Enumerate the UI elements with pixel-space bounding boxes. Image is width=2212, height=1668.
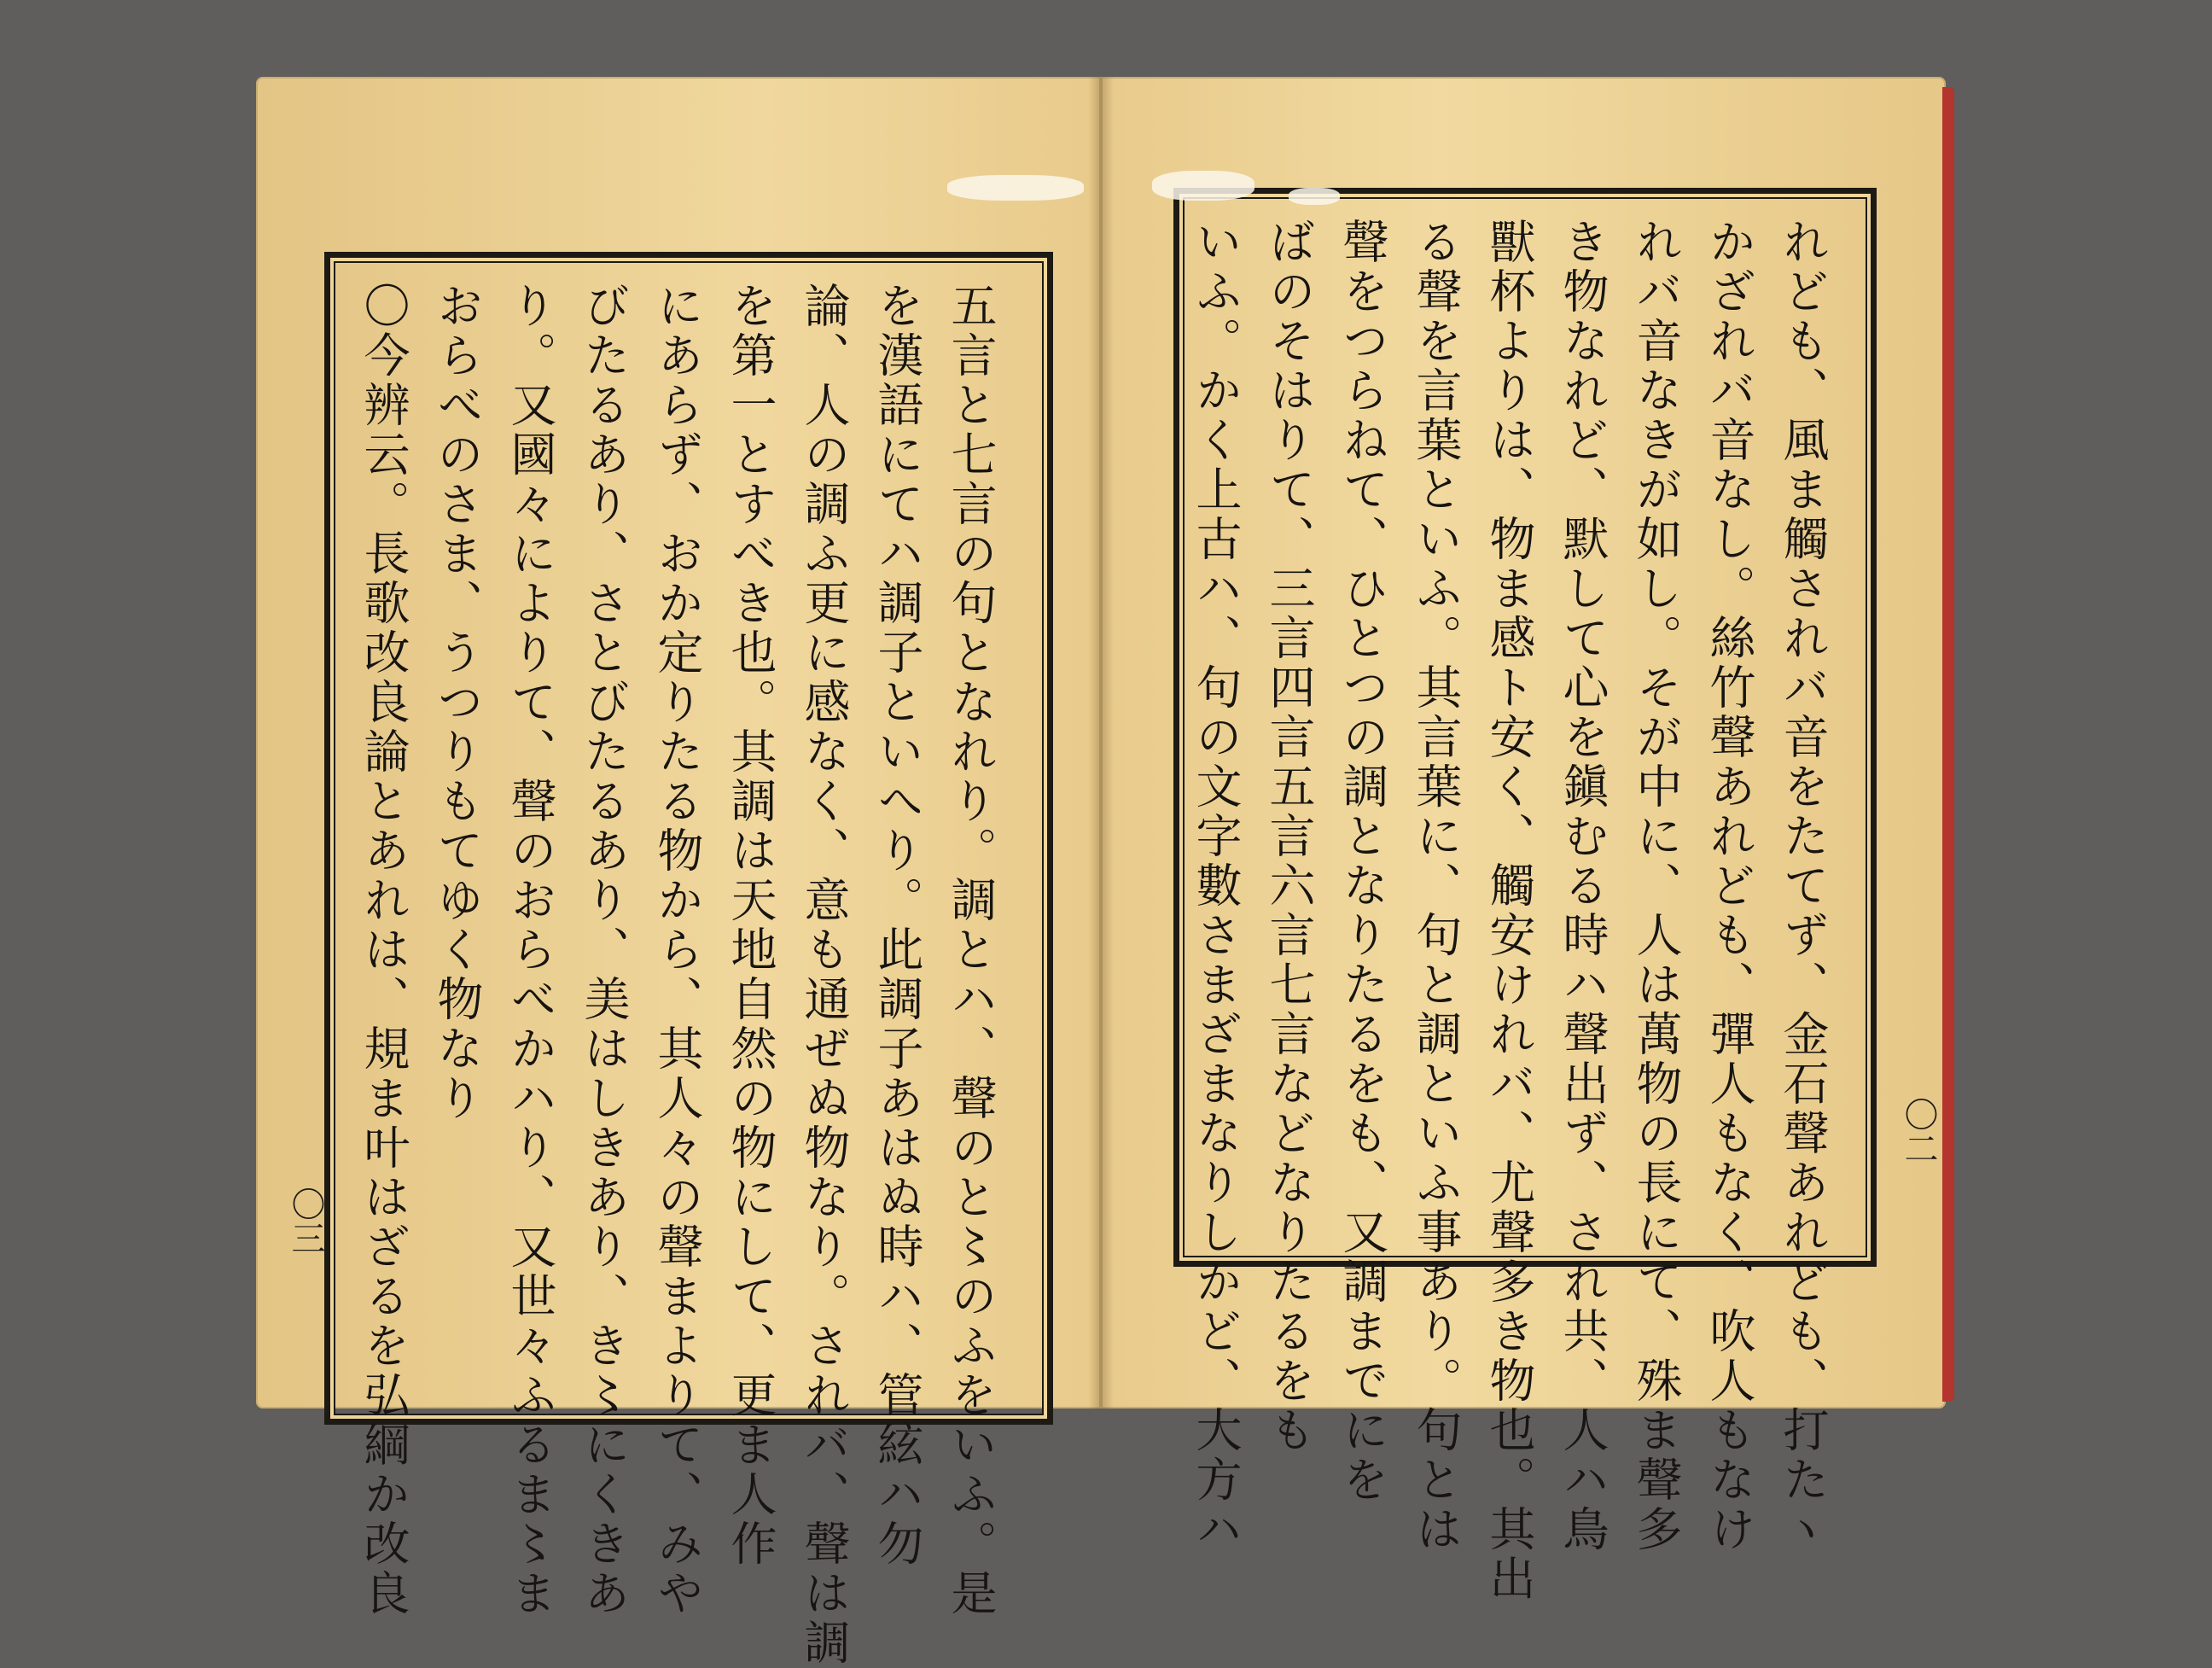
red-cover-edge bbox=[1942, 87, 1954, 1402]
left-text-block bbox=[357, 282, 1007, 1668]
left-page bbox=[256, 77, 1101, 1668]
text-column: 獸杯よりは、物ま感ト安く、觸安けれバ、尤聲多き物也。其出 bbox=[1482, 218, 1536, 1604]
text-column: り。又國々によりて、聲のおらべかハり、又世々ふるま〻ま bbox=[504, 282, 557, 1618]
paper-damage-spot bbox=[947, 175, 1084, 201]
text-column: 論、人の調ふ更に感なく、意も通ぜぬ物なり。されバ、聲は調 bbox=[797, 282, 851, 1668]
book-spread bbox=[256, 77, 1946, 1668]
text-column: ばのそはりて、三言四言五言六言七言などなりたるをも bbox=[1262, 218, 1316, 1455]
text-column: 五言と七言の句となれり。調とハ、聲のと〻のふをいふ。是 bbox=[944, 282, 998, 1618]
binding-gutter bbox=[1088, 77, 1114, 1408]
text-column: 聲をつらねて、ひとつの調となりたるをも、又調までにを bbox=[1336, 218, 1389, 1505]
text-column: れバ音なきが如し。そが中に、人は萬物の長にて、殊ま聲多 bbox=[1629, 218, 1683, 1554]
text-column: を漢語にてハ調子といへり。此調子あはぬ時ハ、管絃ハ勿 bbox=[870, 282, 924, 1569]
right-page bbox=[1101, 77, 1946, 1604]
text-column: にあらず、おか定りたる物から、其人々の聲まよりて、みや bbox=[650, 282, 704, 1618]
text-column: き物なれど、默して心を鎭むる時ハ聲出ず、され共、人ハ鳥 bbox=[1556, 218, 1610, 1554]
text-column: を第一とすべき也。其調は天地自然の物にして、更ま人作 bbox=[724, 282, 777, 1569]
text-column: びたるあり、さとびたるあり、美はしきあり、き〻にくきあ bbox=[577, 282, 631, 1618]
text-column: かざれバ音なし。絲竹聲あれども、彈人もなく、吹人もなけ bbox=[1703, 218, 1756, 1554]
page-number-right: 〇二 bbox=[1899, 1097, 1938, 1165]
text-column: る聲を言葉といふ。其言葉に、句と調といふ事あり。句とは bbox=[1409, 218, 1463, 1554]
text-column: いふ。かく上古ハ、句の文字數さまざまなりしかど、大方ハ bbox=[1189, 218, 1243, 1554]
paper-damage-spot bbox=[1289, 188, 1340, 205]
text-column: れども、風ま觸されバ音をたてず、金石聲あれども、打たヽ bbox=[1776, 218, 1830, 1554]
page-number-left: 〇三 bbox=[286, 1187, 325, 1255]
right-text-block bbox=[1189, 218, 1839, 1604]
text-column: 〇今辨云。長歌改良論とあれは、規ま叶はざるを弘綱か改良 bbox=[357, 282, 410, 1618]
text-column: おらべのさま、うつりもてゆく物なり bbox=[430, 282, 484, 1123]
paper-damage-spot bbox=[1152, 171, 1254, 201]
